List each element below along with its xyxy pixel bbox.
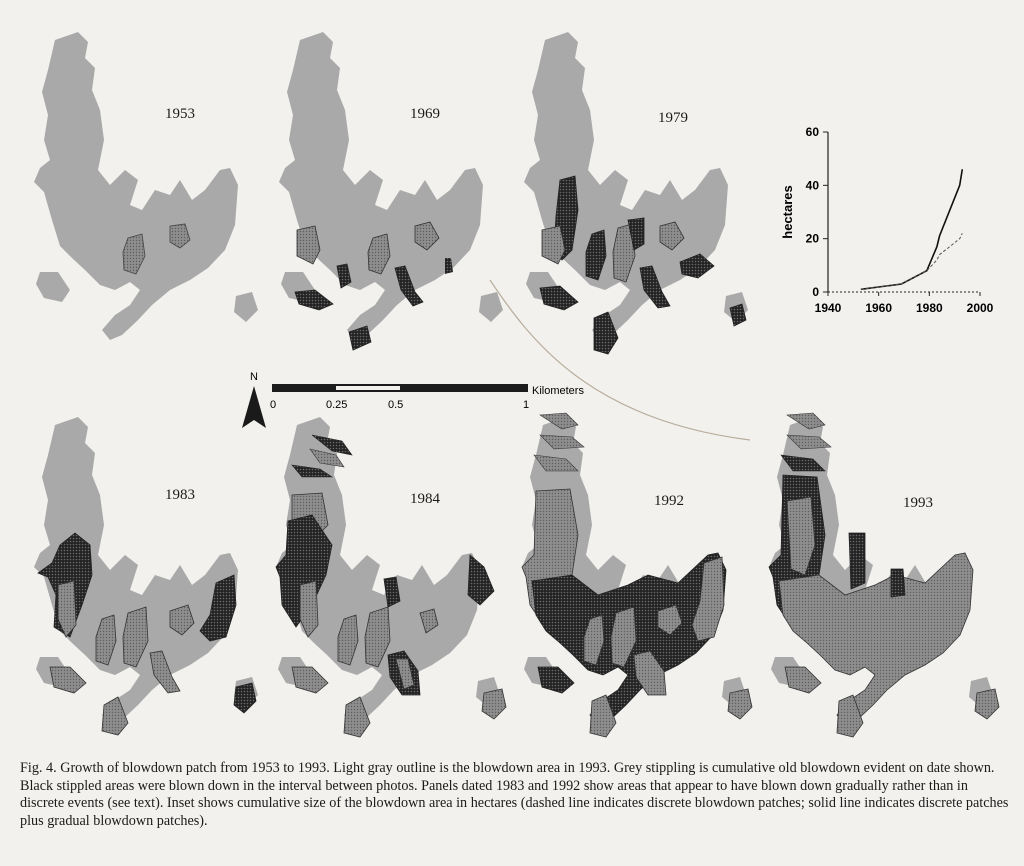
inset-series <box>861 169 962 289</box>
map-panel-1984 <box>272 405 512 740</box>
series-line-solid <box>861 169 962 289</box>
x-tick-label: 1940 <box>814 301 842 315</box>
map-panel-1993 <box>765 405 1005 740</box>
panel-year-label: 1992 <box>654 493 684 509</box>
scale-tick-0: 0 <box>270 399 277 411</box>
y-tick-label: 20 <box>805 231 819 246</box>
panel-year-label: 1969 <box>410 106 440 122</box>
caption-text: Fig. 4. Growth of blowdown patch from 1953 to 1993. Light gray outline is the blowdown area in 1993. Grey stippling is cumulative old blowdown evident on date shown. Black stippled areas were blown down in the interval between photos. Panels dated 1983 and 1992 show areas that appear to have blown down gradually rather than in discrete events (see text). Inset shows cumulative size of the blowdown area in hectares (dashed line indicates discrete blowdown patches; solid line indicates discrete patches plus gradual blowdown patches). <box>20 760 1009 829</box>
scale-tick-1: 1 <box>523 399 530 411</box>
panel-year-label: 1979 <box>658 110 688 126</box>
panel-year-label: 1984 <box>410 491 440 507</box>
north-label: N <box>250 371 258 383</box>
y-tick-label: 40 <box>805 178 819 193</box>
figure-caption <box>20 760 1010 830</box>
x-tick-label: 1980 <box>915 301 943 315</box>
map-panel-1992 <box>518 405 758 740</box>
panel-year-label: 1993 <box>903 495 933 511</box>
y-tick-label: 0 <box>812 285 819 299</box>
map-panel-1953 <box>30 20 270 355</box>
scale-tick-025: 0.25 <box>326 399 348 411</box>
y-axis-label: hectares <box>780 185 795 239</box>
x-tick-label: 1960 <box>865 301 893 315</box>
scale-unit-label: Kilometers <box>532 385 584 397</box>
panel-year-label: 1953 <box>165 106 195 122</box>
inset-cumulative-area-chart <box>770 120 1010 340</box>
y-tick-label: 60 <box>805 125 819 139</box>
scale-tick-05: 0.5 <box>388 399 404 411</box>
map-panel-1983 <box>30 405 270 740</box>
x-tick-label: 2000 <box>966 301 994 315</box>
series-line-dashed <box>861 233 962 289</box>
panel-year-label: 1983 <box>165 487 195 503</box>
